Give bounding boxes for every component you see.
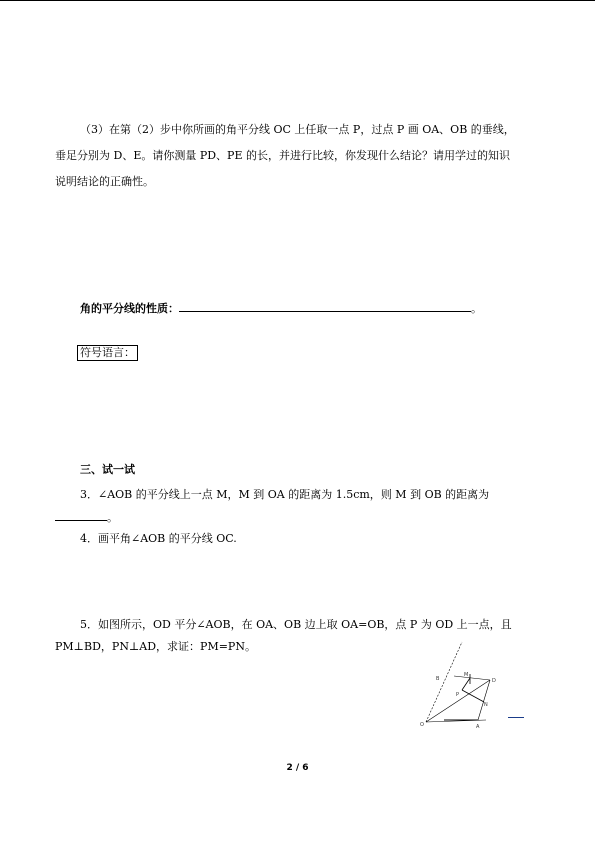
label-b: B: [436, 676, 440, 682]
section3-heading: 三、试一试: [80, 463, 135, 476]
q4-line: 4．画平角∠AOB 的平分线 OC.: [80, 532, 237, 545]
label-m: M: [464, 672, 469, 678]
q3-part-line2: 垂足分别为 D、E。请你测量 PD、PE 的长，并进行比较，你发现什么结论？请用学过的知识: [55, 149, 510, 162]
q5-line1: 5．如图所示，OD 平分∠AOB，在 OA、OB 边上取 OA=OB，点 P 为 OD 上一点，且: [80, 618, 512, 631]
page-number: 2 / 6: [286, 763, 309, 773]
q3-blank[interactable]: [55, 508, 107, 521]
q5-line2: PM⊥BD，PN⊥AD，求证：PM=PN。: [55, 640, 256, 653]
property-blank[interactable]: [179, 299, 471, 312]
perpendicular-pm: [462, 678, 470, 690]
property-label: 角的平分线的性质：: [80, 302, 179, 315]
header-rule: [0, 0, 595, 1]
label-o: O: [420, 722, 424, 728]
q3-part-line1: （3）在第（2）步中你所画的角平分线 OC 上任取一点 P，过点 P 画 OA、OB 的垂线，: [80, 123, 515, 136]
bisector-od: [426, 680, 490, 722]
label-d: D: [492, 678, 496, 684]
property-line: [80, 296, 482, 322]
label-p: P: [456, 692, 460, 698]
symbol-language-box: 符号语言：: [77, 345, 138, 361]
geometry-figure: [418, 640, 530, 732]
label-n: N: [484, 702, 488, 708]
q3-end: 。: [107, 511, 118, 524]
segment-bd: [454, 676, 490, 680]
short-line-mark: [508, 717, 524, 718]
label-a: A: [476, 724, 480, 730]
q3-part-line3: 说明结论的正确性。: [55, 175, 154, 188]
q3-line1: 3．∠AOB 的平分线上一点 M，M 到 OA 的距离为 1.5cm，则 M 到 OB 的距离为: [80, 488, 490, 501]
property-end: 。: [471, 302, 482, 315]
